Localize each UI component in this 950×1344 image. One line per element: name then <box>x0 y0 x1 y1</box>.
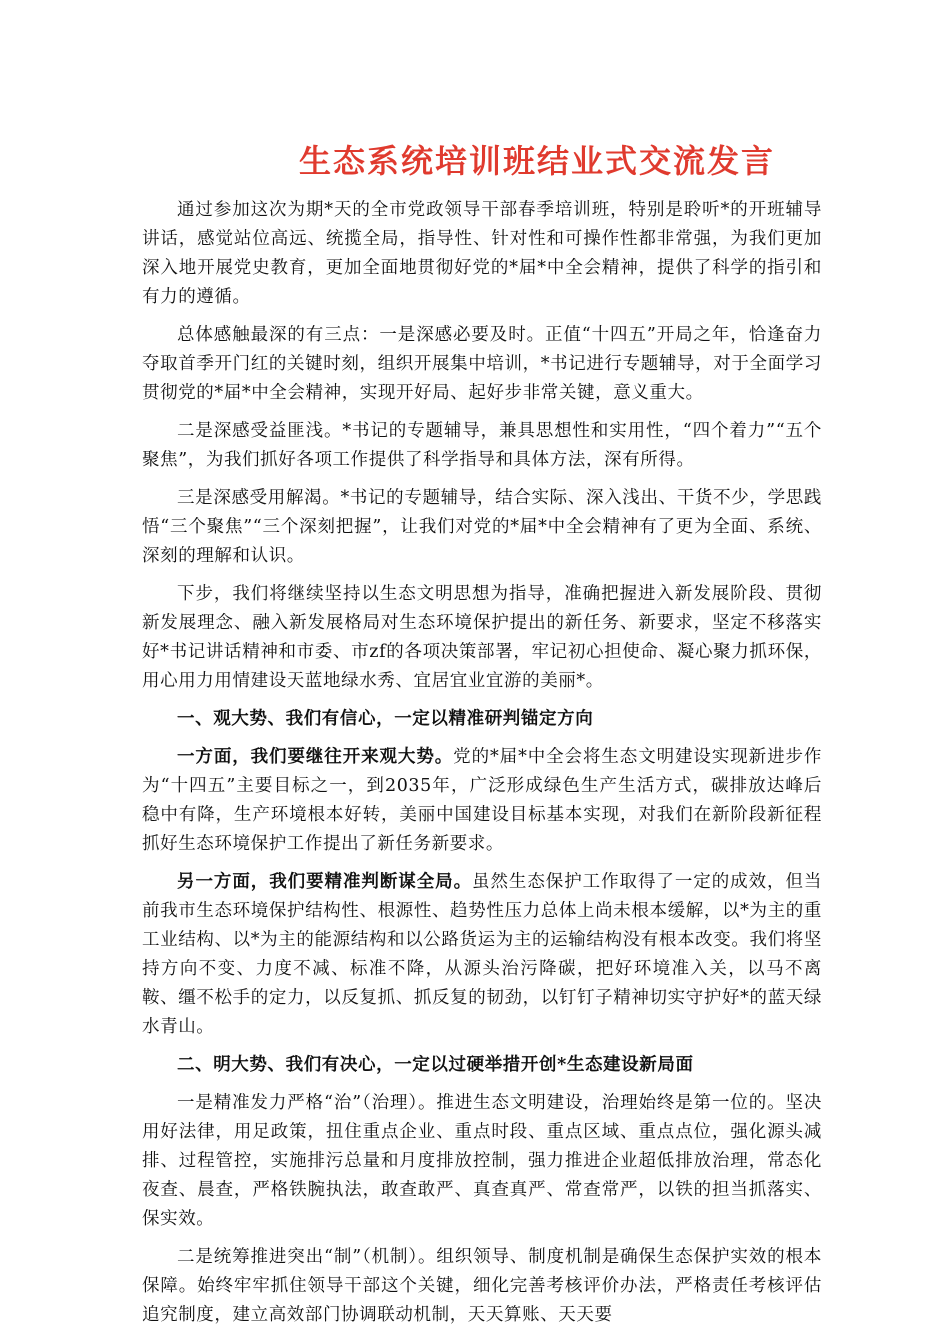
paragraph-section1-a <box>142 743 822 859</box>
paragraph-lead: 另一方面，我们要精准判断谋全局。 <box>177 872 473 892</box>
paragraph-next-steps: 下步，我们将继续坚持以生态文明思想为指导，准确把握进入新发展阶段、贯彻新发展理念、融入新发展格局对生态环境保护提出的新任务、新要求，坚定不移落实好*书记讲话精神和市委、市zf的各项决策部署，牢记初心担使命、凝心聚力抓环保，用心用力用情建设天蓝地绿水秀、宜居宜业宜游的美丽*。 <box>142 584 822 691</box>
paragraph-section1-b <box>142 868 822 1042</box>
paragraph-mechanism: 二是统筹推进突出“制”（机制）。组织领导、制度机制是确保生态保护实效的根本保障。始终牢牢抓住领导干部这个关键，细化完善考核评价办法，严格责任考核评估追究制度，建立高效部门协调联动机制，天天算账、天天要 <box>142 1247 822 1325</box>
paragraph-three-feelings: 总体感触最深的有三点：一是深感必要及时。正值“十四五”开局之年，恰逢奋力夺取首季开门红的关键时刻，组织开展集中培训，*书记进行专题辅导，对于全面学习贯彻党的*届*中全会精神，实现开好局、起好步非常关键，意义重大。 <box>142 325 822 403</box>
section-heading-2: 二、明大势、我们有决心，一定以过硬举措开创*生态建设新局面 <box>177 1055 694 1075</box>
paragraph-lead: 一方面，我们要继往开来观大势。 <box>177 747 454 767</box>
paragraph-intro: 通过参加这次为期*天的全市党政领导干部春季培训班，特别是聆听*的开班辅导讲话，感觉站位高远、统揽全局，指导性、针对性和可操作性都非常强，为我们更加深入地开展党史教育，更加全面地贯彻好党的*届*中全会精神，提供了科学的指引和有力的遵循。 <box>142 200 822 307</box>
paragraph-second-feeling: 二是深感受益匪浅。*书记的专题辅导，兼具思想性和实用性，“四个着力”“五个聚焦”，为我们抓好各项工作提供了科学指导和具体方法，深有所得。 <box>142 421 822 470</box>
paragraph-third-feeling: 三是深感受用解渴。*书记的专题辅导，结合实际、深入浅出、干货不少，学思践悟“三个聚焦”“三个深刻把握”，让我们对党的*届*中全会精神有了更为全面、系统、深刻的理解和认识。 <box>142 488 822 566</box>
paragraph-body: 虽然生态保护工作取得了一定的成效，但当前我市生态环境保护结构性、根源性、趋势性压力总体上尚未根本缓解，以*为主的重工业结构、以*为主的能源结构和以公路货运为主的运输结构没有根本改变。我们将坚持方向不变、力度不减、标准不降，从源头治污降碳，把好环境准入关，以马不离鞍、缰不松手的定力，以反复抓、抓反复的韧劲，以钉钉子精神切实守护好*的蓝天绿水青山。 <box>142 872 822 1037</box>
section-heading-1: 一、观大势、我们有信心，一定以精准研判锚定方向 <box>177 709 594 729</box>
paragraph-body: 党的*届*中全会将生态文明建设实现新进步作为“十四五”主要目标之一，到2035年，广泛形成绿色生产生活方式，碳排放达峰后稳中有降，生产环境根本好转，美丽中国建设目标基本实现，对我们在新阶段新征程抓好生态环境保护工作提出了新任务新要求。 <box>142 747 822 854</box>
paragraph-governance: 一是精准发力严格“治”（治理）。推进生态文明建设，治理始终是第一位的。坚决用好法律，用足政策，扭住重点企业、重点时段、重点区域、重点点位，强化源头减排、过程管控，实施排污总量和月度排放控制，强力推进企业超低排放治理，常态化夜查、晨查，严格铁腕执法，敢查敢严、真查真严、常查常严，以铁的担当抓落实、保实效。 <box>142 1093 822 1229</box>
document-title: 生态系统培训班结业式交流发言 <box>298 142 775 180</box>
document-page <box>142 132 822 1339</box>
